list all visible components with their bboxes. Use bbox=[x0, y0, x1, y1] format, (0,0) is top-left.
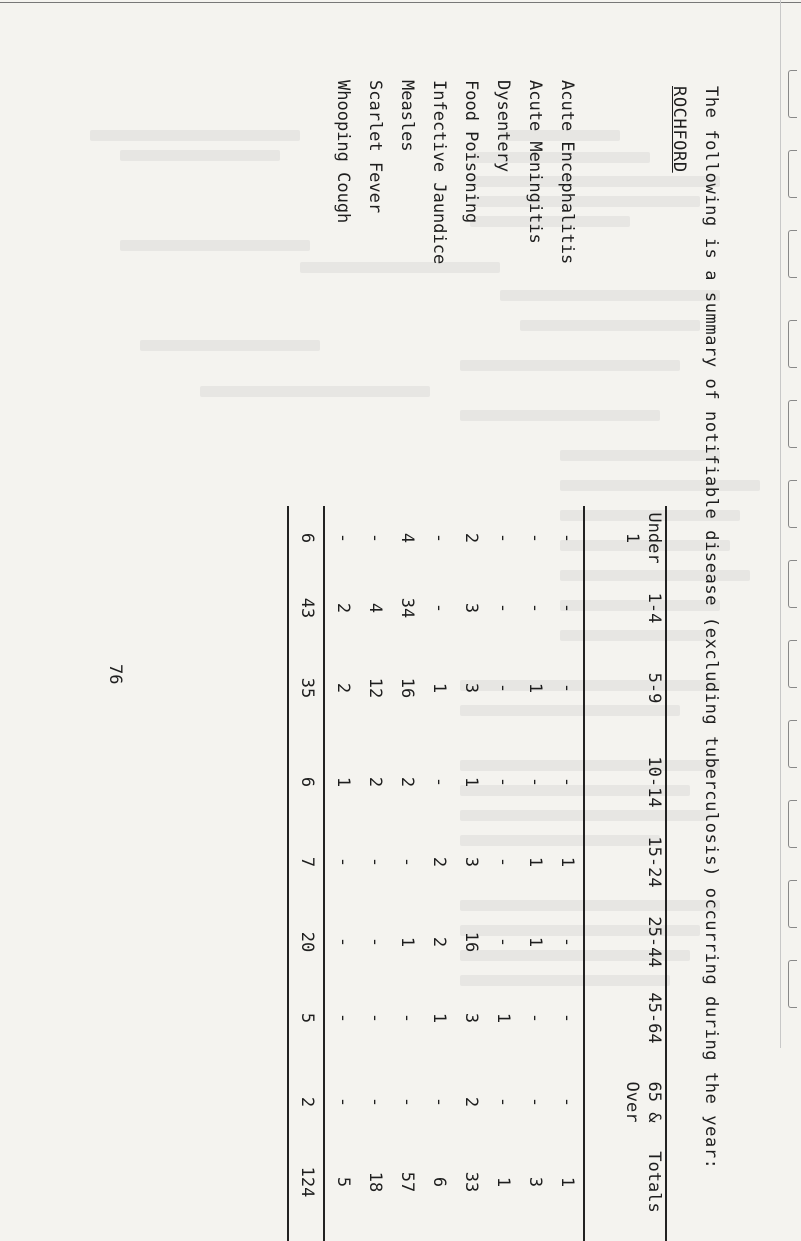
table-cell: 1 bbox=[333, 776, 353, 788]
column-header-line: 65 & bbox=[644, 1081, 664, 1123]
column-header bbox=[643, 978, 665, 1058]
column-header-line: Totals bbox=[644, 1151, 664, 1213]
page-number: 76 bbox=[105, 664, 125, 685]
column-header bbox=[621, 498, 665, 578]
totals-cell: 2 bbox=[297, 1096, 317, 1108]
table-cell: 3 bbox=[461, 682, 481, 694]
table-cell: - bbox=[397, 1096, 417, 1108]
totals-cell: 7 bbox=[297, 856, 317, 868]
table-cell: 1 bbox=[557, 1176, 577, 1188]
page-title: The following is a summary of notifiable disease (excluding tuberculosis) occurring during the year: bbox=[701, 86, 721, 1170]
column-header-line: 15-24 bbox=[644, 836, 664, 888]
table-cell: - bbox=[365, 532, 385, 544]
table-cell: 3 bbox=[461, 1012, 481, 1024]
table-cell: - bbox=[365, 936, 385, 948]
table-cell: - bbox=[557, 682, 577, 694]
table-cell: - bbox=[429, 602, 449, 614]
column-header-line: Over bbox=[622, 1081, 642, 1123]
totals-cell: 35 bbox=[297, 677, 317, 699]
table-cell: - bbox=[365, 1096, 385, 1108]
table-cell: 4 bbox=[365, 602, 385, 614]
disease-name: Acute Encephalitis bbox=[557, 80, 577, 265]
table-cell: - bbox=[333, 1096, 353, 1108]
table-cell: - bbox=[557, 776, 577, 788]
table-cell: - bbox=[557, 1096, 577, 1108]
table-cell: - bbox=[493, 936, 513, 948]
table-cell: 6 bbox=[429, 1176, 449, 1188]
table-cell: - bbox=[397, 856, 417, 868]
header-bottom-rule bbox=[583, 506, 585, 1241]
disease-name: Dysentery bbox=[493, 80, 513, 173]
table-cell: 2 bbox=[461, 532, 481, 544]
totals-cell: 43 bbox=[297, 597, 317, 619]
table-cell: 1 bbox=[429, 1012, 449, 1024]
table-cell: 5 bbox=[333, 1176, 353, 1188]
table-cell: - bbox=[429, 1096, 449, 1108]
table-cell: - bbox=[397, 1012, 417, 1024]
column-header-line: 45-64 bbox=[644, 992, 664, 1044]
table-cell: 1 bbox=[525, 682, 545, 694]
column-header bbox=[643, 742, 665, 822]
table-cell: 3 bbox=[461, 602, 481, 614]
column-header-line: 5-9 bbox=[644, 672, 664, 704]
column-header bbox=[643, 1142, 665, 1222]
table-cell: - bbox=[493, 1096, 513, 1108]
header-top-rule bbox=[665, 506, 667, 1241]
totals-top-rule bbox=[323, 506, 325, 1241]
disease-name: Measles bbox=[397, 80, 417, 152]
table-cell: 34 bbox=[397, 597, 417, 619]
column-header-line: 25-44 bbox=[644, 916, 664, 968]
table-cell: 3 bbox=[525, 1176, 545, 1188]
table-cell: - bbox=[493, 682, 513, 694]
table-cell: 2 bbox=[461, 1096, 481, 1108]
table-cell: - bbox=[493, 776, 513, 788]
table-cell: 2 bbox=[365, 776, 385, 788]
column-header-line: Under bbox=[644, 512, 664, 564]
disease-name: Food Poisoning bbox=[461, 80, 481, 224]
table-cell: - bbox=[525, 602, 545, 614]
totals-cell: 5 bbox=[297, 1012, 317, 1024]
table-cell: - bbox=[557, 936, 577, 948]
district-heading: ROCHFORD bbox=[669, 86, 689, 173]
column-header-line: 1-4 bbox=[644, 592, 664, 624]
table-cell: 16 bbox=[461, 931, 481, 953]
table-cell: - bbox=[525, 1096, 545, 1108]
table-cell: 1 bbox=[525, 856, 545, 868]
table-cell: - bbox=[525, 532, 545, 544]
totals-cell: 20 bbox=[297, 931, 317, 953]
table-cell: 1 bbox=[525, 936, 545, 948]
table-cell: 57 bbox=[397, 1171, 417, 1193]
column-header bbox=[643, 822, 665, 902]
table-cell: - bbox=[429, 776, 449, 788]
disease-name: Scarlet Fever bbox=[365, 80, 385, 214]
table-cell: 1 bbox=[397, 936, 417, 948]
column-header-line: 1 bbox=[622, 532, 642, 544]
column-header bbox=[643, 902, 665, 982]
table-cell: - bbox=[365, 856, 385, 868]
table-cell: - bbox=[493, 532, 513, 544]
totals-cell: 6 bbox=[297, 532, 317, 544]
table-cell: 4 bbox=[397, 532, 417, 544]
disease-name: Acute Meningitis bbox=[525, 80, 545, 244]
table-cell: - bbox=[525, 1012, 545, 1024]
totals-cell: 124 bbox=[297, 1166, 317, 1198]
table-cell: 16 bbox=[397, 677, 417, 699]
column-header bbox=[643, 568, 665, 648]
totals-bottom-rule bbox=[287, 506, 289, 1241]
totals-cell: 6 bbox=[297, 776, 317, 788]
table-cell: - bbox=[429, 532, 449, 544]
table-cell: - bbox=[493, 856, 513, 868]
table-cell: - bbox=[333, 936, 353, 948]
table-cell: 1 bbox=[493, 1012, 513, 1024]
table-cell: - bbox=[557, 1012, 577, 1024]
table-cell: 2 bbox=[333, 602, 353, 614]
table-cell: - bbox=[557, 532, 577, 544]
column-header bbox=[621, 1062, 665, 1142]
table-cell: - bbox=[525, 776, 545, 788]
column-header bbox=[643, 648, 665, 728]
table-cell: - bbox=[493, 602, 513, 614]
disease-name: Whooping Cough bbox=[333, 80, 353, 224]
table-cell: 18 bbox=[365, 1171, 385, 1193]
table-cell: 1 bbox=[429, 682, 449, 694]
table-cell: - bbox=[557, 602, 577, 614]
table-cell: 2 bbox=[333, 682, 353, 694]
table-cell: - bbox=[333, 856, 353, 868]
table-cell: 2 bbox=[429, 856, 449, 868]
disease-name: Infective Jaundice bbox=[429, 80, 449, 265]
column-header-line: 10-14 bbox=[644, 756, 664, 808]
table-cell: 33 bbox=[461, 1171, 481, 1193]
table-cell: 1 bbox=[493, 1176, 513, 1188]
table-cell: - bbox=[365, 1012, 385, 1024]
table-cell: 1 bbox=[461, 776, 481, 788]
table-cell: - bbox=[333, 532, 353, 544]
table-cell: - bbox=[333, 1012, 353, 1024]
table-cell: 2 bbox=[429, 936, 449, 948]
table-cell: 2 bbox=[397, 776, 417, 788]
table-cell: 3 bbox=[461, 856, 481, 868]
table-cell: 12 bbox=[365, 677, 385, 699]
table-cell: 1 bbox=[557, 856, 577, 868]
